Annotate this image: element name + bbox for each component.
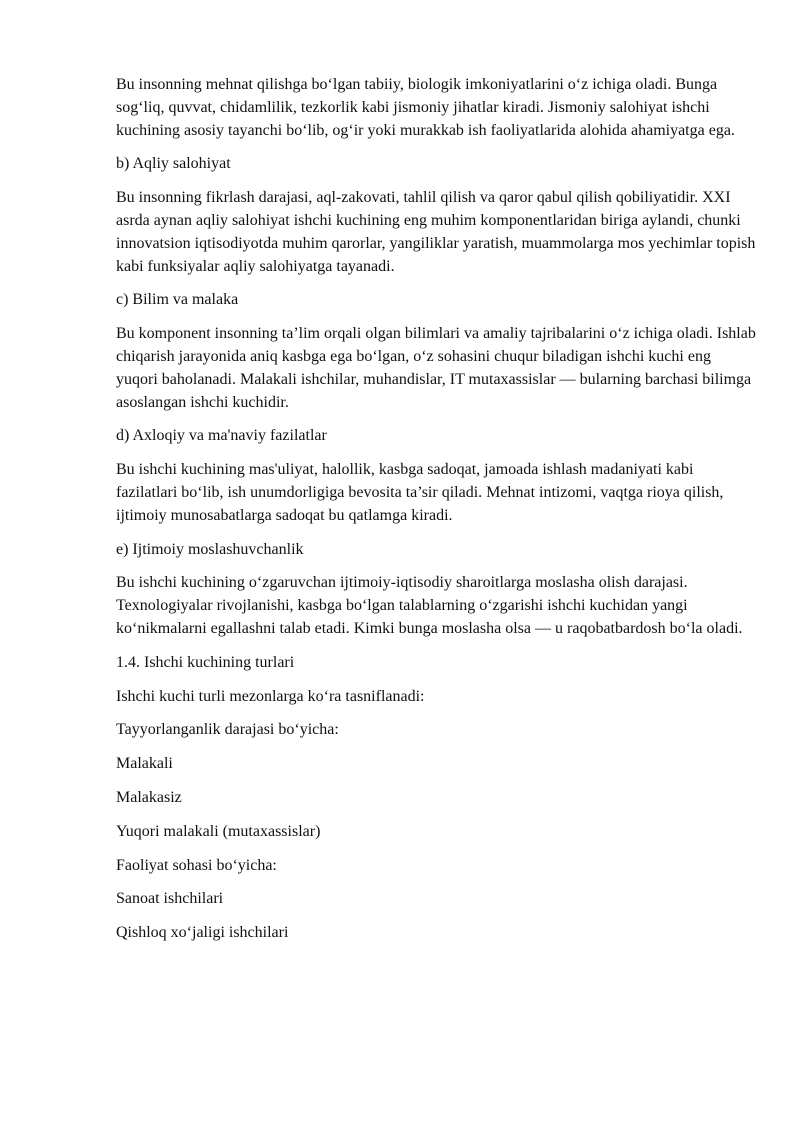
heading-social-adaptability: e) Ijtimoiy moslashuvchanlik — [116, 540, 304, 558]
criterion-activity-field: Faoliyat sohasi bo‘yicha: — [116, 856, 277, 874]
paragraph-knowledge-skills: Bu komponent insonning ta’lim orqali olgan bilimlari va amaliy tajribalarini o‘z ichiga oladi. Ishlab chiqarish jarayonida aniq kasbga ega bo‘lgan, o‘z sohasini chuqur biladigan ishchi kuchi eng yuqori baholanadi. Malakali ishchilar, muhandislar, IT mutaxassislar — bularning barchasi bilimga asoslangan ishchi kuchidir. — [116, 325, 756, 411]
criterion-preparation-level: Tayyorlanganlik darajasi bo‘yicha: — [116, 721, 339, 739]
heading-knowledge-skills: c) Bilim va malaka — [116, 291, 239, 309]
list-item: Yuqori malakali (mutaxassislar) — [116, 822, 321, 840]
paragraph-social-adaptability: Bu ishchi kuchining o‘zgaruvchan ijtimoiy-iqtisodiy sharoitlarga moslasha olish darajasi. Texnologiyalar rivojlanishi, kasbga bo‘lgan talablarning o‘zgarishi ishchi kuchidan yangi ko‘nikmalarni egallashni talab etadi. Kimki bunga moslasha olsa — u raqobatbardosh bo‘la oladi. — [116, 574, 743, 637]
list-item: Sanoat ishchilari — [116, 890, 224, 908]
list-item: Malakali — [116, 755, 173, 773]
list-item: Qishloq xo‘jaligi ishchilari — [116, 924, 289, 942]
heading-mental-potential: b) Aqliy salohiyat — [116, 155, 231, 173]
list-item: Malakasiz — [116, 788, 182, 806]
classification-intro: Ishchi kuchi turli mezonlarga ko‘ra tasniflanadi: — [116, 687, 425, 705]
document-page — [116, 74, 756, 956]
section-heading-labor-types: 1.4. Ishchi kuchining turlari — [116, 653, 295, 671]
paragraph-physical-potential: Bu insonning mehnat qilishga bo‘lgan tabiiy, biologik imkoniyatlarini o‘z ichiga oladi. Bunga sog‘liq, quvvat, chidamlilik, tezkorlik kabi jismoniy jihatlar kiradi. Jismoniy salohiyat ishchi kuchining asosiy tayanchi bo‘lib, og‘ir yoki murakkab ish faoliyatlarida alohida ahamiyatga ega. — [116, 76, 735, 139]
paragraph-mental-potential: Bu insonning fikrlash darajasi, aql-zakovati, tahlil qilish va qaror qabul qilish qobiliyatidir. XXI asrda aynan aqliy salohiyat ishchi kuchining eng muhim komponentlaridan biriga aylandi, chunki innovatsion iqtisodiyotda muhim qarorlar, yangiliklar yaratish, muammolarga mos yechimlar topish kabi funksiyalar aqliy salohiyatga tayanadi. — [116, 189, 756, 275]
heading-moral-qualities: d) Axloqiy va ma'naviy fazilatlar — [116, 427, 327, 445]
paragraph-moral-qualities: Bu ishchi kuchining mas'uliyat, halollik, kasbga sadoqat, jamoada ishlash madaniyati kabi fazilatlari bo‘lib, ish unumdorligiga bevosita ta’sir qiladi. Mehnat intizomi, vaqtga rioya qilish, ijtimoiy munosabatlarga sadoqat bu qatlamga kiradi. — [116, 461, 724, 524]
